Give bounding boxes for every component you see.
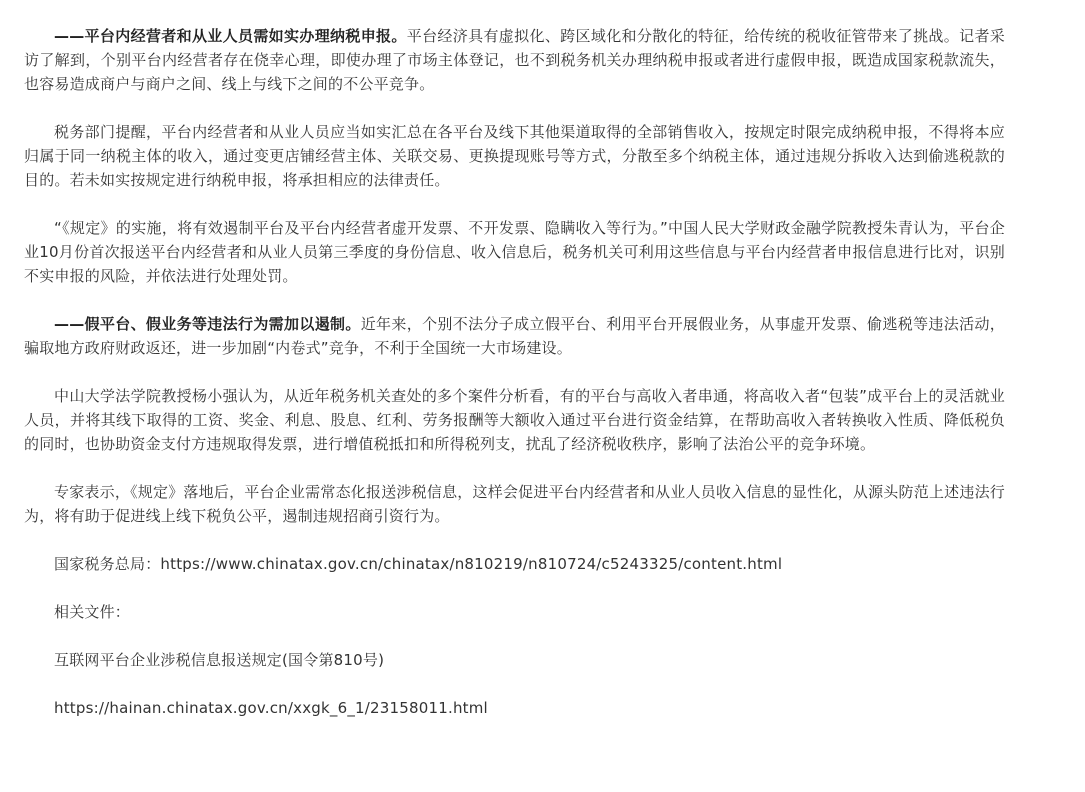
paragraph-expert-summary: [24, 480, 1005, 528]
paragraph-expert-zhu: [24, 216, 1005, 288]
section-heading-fake-platform: ——假平台、假业务等违法行为需加以遏制。: [54, 315, 361, 333]
paragraph-text: 专家表示，《规定》落地后，平台企业需常态化报送涉税信息，这样会促进平台内经营者和从业人员收入信息的显性化，从源头防范上述违法行为，将有助于促进线上线下税负公平，遏制违规招商引资行为。: [24, 483, 1005, 525]
related-document-line: [24, 648, 1005, 672]
source-link[interactable]: https://www.chinatax.gov.cn/chinatax/n810219/n810724/c5243325/content.html: [160, 555, 783, 573]
source-label: 国家税务总局：: [54, 555, 161, 573]
related-label: 相关文件：: [54, 603, 131, 621]
source-line: [24, 552, 1005, 576]
paragraph-text: “《规定》的实施，将有效遏制平台及平台内经营者虚开发票、不开发票、隐瞒收入等行为。”中国人民大学财政金融学院教授朱青认为，平台企业10月份首次报送平台内经营者和从业人员第三季度的身份信息、收入信息后，税务机关可利用这些信息与平台内经营者申报信息进行比对，识别不实申报的风险，并依法进行处理处罚。: [24, 219, 1005, 285]
related-document-link[interactable]: 互联网平台企业涉税信息报送规定(国令第810号): [54, 651, 385, 669]
paragraph-text: 近年来，个别不法分子成立假平台、利用平台开展假业务，从事虚开发票、偷逃税等违法活动，骗取地方政府财政返还，进一步加剧“内卷式”竞争，不利于全国统一大市场建设。: [24, 315, 1005, 357]
paragraph-platform-tax-filing: [24, 24, 1005, 96]
paragraph-text: 税务部门提醒，平台内经营者和从业人员应当如实汇总在各平台及线下其他渠道取得的全部销售收入，按规定时限完成纳税申报，不得将本应归属于同一纳税主体的收入，通过变更店铺经营主体、关联交易、更换提现账号等方式，分散至多个纳税主体，通过违规分拆收入达到偷逃税款的目的。若未如实按规定进行纳税申报，将承担相应的法律责任。: [24, 123, 1005, 189]
section-heading-tax-filing: ——平台内经营者和从业人员需如实办理纳税申报。: [54, 27, 407, 45]
paragraph-fake-platform: [24, 312, 1005, 360]
related-url-line: [24, 696, 1005, 720]
related-files-label: [24, 600, 1005, 624]
paragraph-expert-yang: [24, 384, 1005, 456]
related-url-link[interactable]: https://hainan.chinatax.gov.cn/xxgk_6_1/23158011.html: [54, 699, 488, 717]
paragraph-text: 平台经济具有虚拟化、跨区域化和分散化的特征，给传统的税收征管带来了挑战。记者采访了解到，个别平台内经营者存在侥幸心理，即使办理了市场主体登记，也不到税务机关办理纳税申报或者进行虚假申报，既造成国家税款流失，也容易造成商户与商户之间、线上与线下之间的不公平竞争。: [24, 27, 1005, 93]
paragraph-tax-reminder: [24, 120, 1005, 192]
paragraph-text: 中山大学法学院教授杨小强认为，从近年税务机关查处的多个案件分析看，有的平台与高收入者串通，将高收入者“包装”成平台上的灵活就业人员，并将其线下取得的工资、奖金、利息、股息、红利、劳务报酬等大额收入通过平台进行资金结算，在帮助高收入者转换收入性质、降低税负的同时，也协助资金支付方违规取得发票，进行增值税抵扣和所得税列支，扰乱了经济税收秩序，影响了法治公平的竞争环境。: [24, 387, 1005, 453]
